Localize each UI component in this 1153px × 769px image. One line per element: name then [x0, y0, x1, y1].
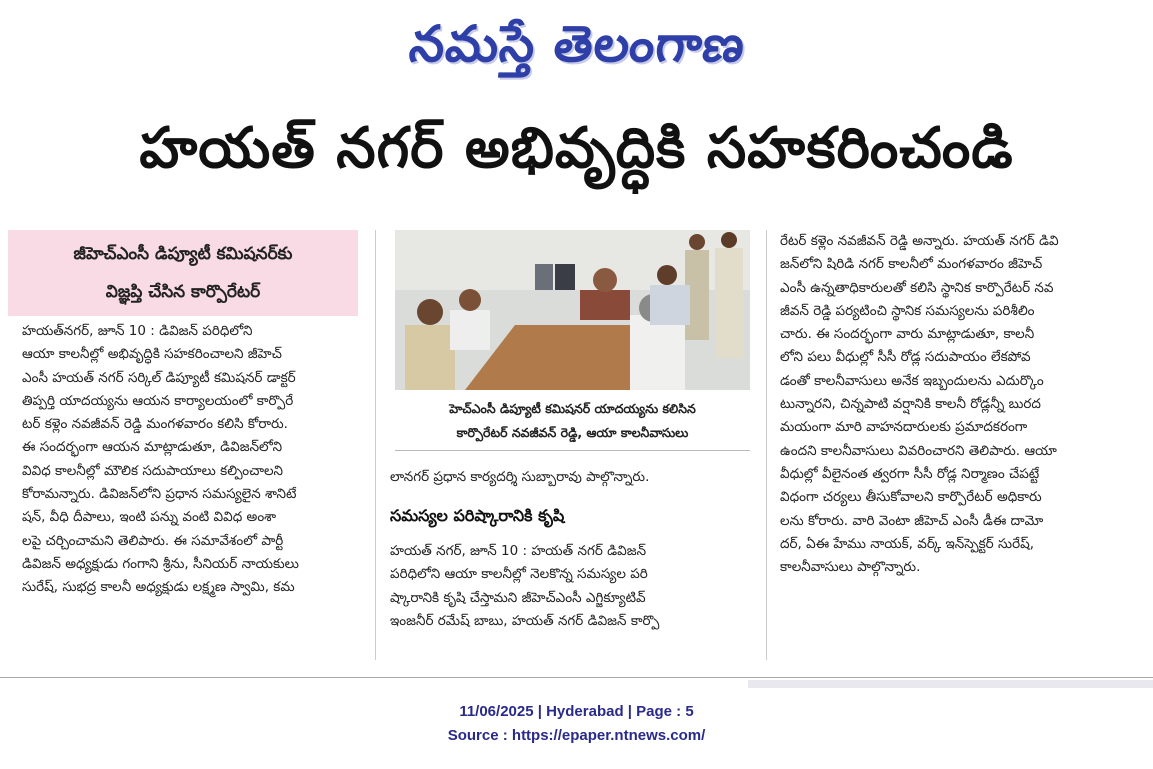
story2-continued-line: రేటర్ కళ్లెం నవజీవన్ రెడ్డి అన్నారు. హయత్ నగర్ డివి — [780, 233, 1059, 249]
story1-line: ఆయా కాలనీల్లో అభివృద్ధికి సహకరించాలని జీహెచ్ — [22, 346, 282, 363]
photo-caption — [395, 395, 750, 447]
meeting-photo-illustration — [395, 230, 750, 390]
story2-continued-line: టున్నారని, చిన్నపాటి వర్షానికి కాలనీ రోడ్లన్నీ బురద — [780, 396, 1041, 413]
story2-continued-line: జన్‌లోని షిరిడి నగర్ కాలనీలో మంగళవారం జీహెచ్ — [780, 256, 1043, 273]
column-divider — [766, 230, 767, 660]
story2-continued-line: చారు. ఈ సందర్భంగా వారు మాట్లాడుతూ, కాలనీ — [780, 326, 1035, 343]
caption-line-2: కార్పొరేటర్ నవజీవన్ రెడ్డి, ఆయా కాలనీవాసులు — [456, 425, 689, 440]
story2-continued-line: లను కోరారు. వారి వెంటా జీహెచ్ ఎంసీ డీఈ దామో — [780, 512, 1044, 529]
headline — [0, 110, 1153, 200]
story2-continued-line: ఎంసీ ఉన్నతాధికారులతో కలిసి స్థానిక కార్పొరేటర్ నవ — [780, 279, 1054, 296]
story2-continued-line: విధంగా చర్యలు తీసుకోవాలని కార్పొరేటర్ అధికారు — [780, 489, 1042, 506]
story2-continuation — [780, 230, 1140, 579]
caption-divider — [395, 450, 750, 451]
story1-continuation — [390, 466, 760, 489]
story2-line: ఇంజనీర్ రమేష్ బాబు, హయత్ నగర్ డివిజన్ కార్పొ — [390, 612, 660, 629]
story2-line: ష్కారానికి కృషి చేస్తామని జీహెచ్ఎంసీ ఎగ్జిక్యూటివ్ — [390, 589, 646, 606]
subhead-line-1: జీహెచ్ఎంసీ డిప్యూటీ కమిషనర్‌కు — [73, 244, 293, 264]
story2-continued-line: మయంగా మారి వాహనదారులకు ప్రమాదకరంగా — [780, 419, 1028, 436]
news-photo — [395, 230, 750, 390]
column-divider — [375, 230, 376, 660]
edition-info: 11/06/2025 | Hyderabad | Page : 5 — [459, 703, 694, 720]
footer-band — [748, 680, 1153, 688]
story1-continued-line: లానగర్ ప్రధాన కార్యదర్శి సుబ్బారావు పాల్గొన్నారు. — [390, 469, 650, 485]
story1-body — [22, 320, 362, 600]
subhead-box — [8, 230, 358, 316]
newspaper-logo: నమస్తే తెలంగాణ — [406, 14, 749, 73]
footer — [0, 700, 1153, 748]
story1-line: ఈ సందర్భంగా ఆయన మాట్లాడుతూ, డివిజన్‌లోని — [22, 439, 283, 456]
story1-line: తిప్పర్తి యాదయ్యను ఆయన కార్యాలయంలో కార్పొరే — [22, 392, 294, 409]
story2-continued-line: వీధుల్లో వీలైనంత త్వరగా సీసీ రోడ్ల నిర్మాణం చేపట్టే — [780, 465, 1040, 482]
caption-line-1: హెచ్ఎంసీ డిప్యూటీ కమిషనర్ యాదయ్యను కలిసిన — [449, 401, 696, 416]
story2-heading: సమస్యల పరిష్కారానికి కృషి — [390, 506, 565, 525]
story2-line: హయత్ నగర్, జూన్ 10 : హయత్ నగర్ డివిజన్ — [390, 543, 647, 559]
story1-line: వివిధ కాలనీల్లో మౌలిక సదుపాయాలు కల్పించాలని — [22, 462, 284, 479]
source-link[interactable]: Source : https://epaper.ntnews.com/ — [447, 727, 706, 744]
story2-continued-line: డంతో కాలనీవాసులు అనేక ఇబ్బందులను ఎదుర్కొం — [780, 372, 1044, 389]
story1-line: కోరామన్నారు. డివిజన్‌లోని ప్రధాన సమస్యలైన శానిటే — [22, 486, 297, 503]
story1-line: డివిజన్ అధ్యక్షుడు గంగాని శ్రీను, సీనియర్ నాయకులు — [22, 555, 299, 572]
story2-continued-line: జీవన్ రెడ్డి పర్యటించి స్థానిక సమస్యలను పరిశీలిం — [780, 302, 1035, 319]
story2-continued-line: లోని పలు వీధుల్లో సీసీ రోడ్ల సదుపాయం లేకపోవ — [780, 349, 1031, 366]
story1-line: ఎంసీ హయత్ నగర్ సర్కిల్ డిప్యూటీ కమిషనర్ డాక్టర్ — [22, 369, 296, 386]
masthead — [0, 0, 1153, 100]
story1-line: హయత్‌నగర్, జూన్ 10 : డివిజన్ పరిధిలోని — [22, 323, 253, 339]
story1-line: సురేష్, సుభద్ర కాలనీ అధ్యక్షుడు లక్ష్మణ స్వామి, కమ — [22, 579, 295, 596]
story1-line: లపై చర్చించామని తెలిపారు. ఈ సమావేశంలో పార్టీ — [22, 532, 284, 549]
story2-line: పరిధిలోని ఆయా కాలనీల్లో నెలకొన్న సమస్యల పరి — [390, 566, 648, 583]
footer-divider — [0, 677, 1153, 678]
story2-continued-line: ఉందని కాలనీవాసులు వివరించారని తెలిపారు. ఆయా — [780, 442, 1057, 459]
story2-continued-line: దర్, ఏఈ హేము నాయక్, వర్క్ ఇన్‌స్పెక్టర్ సురేష్, — [780, 535, 1035, 552]
story2-continued-line: కాలనీవాసులు పాల్గొన్నారు. — [780, 559, 921, 576]
headline-text: హయత్ నగర్ అభివృద్ధికి సహకరించండి — [139, 115, 1014, 181]
story1-line: టర్ కళ్లెం నవజీవన్ రెడ్డి మంగళవారం కలిసి కోరారు. — [22, 416, 288, 433]
story1-line: షన్, వీధి దీపాలు, ఇంటి పన్ను వంటి వివిధ అంశా — [22, 509, 277, 526]
story2-body — [390, 540, 760, 633]
subhead-line-2: విజ్ఞప్తి చేసిన కార్పొరేటర్ — [105, 282, 261, 302]
